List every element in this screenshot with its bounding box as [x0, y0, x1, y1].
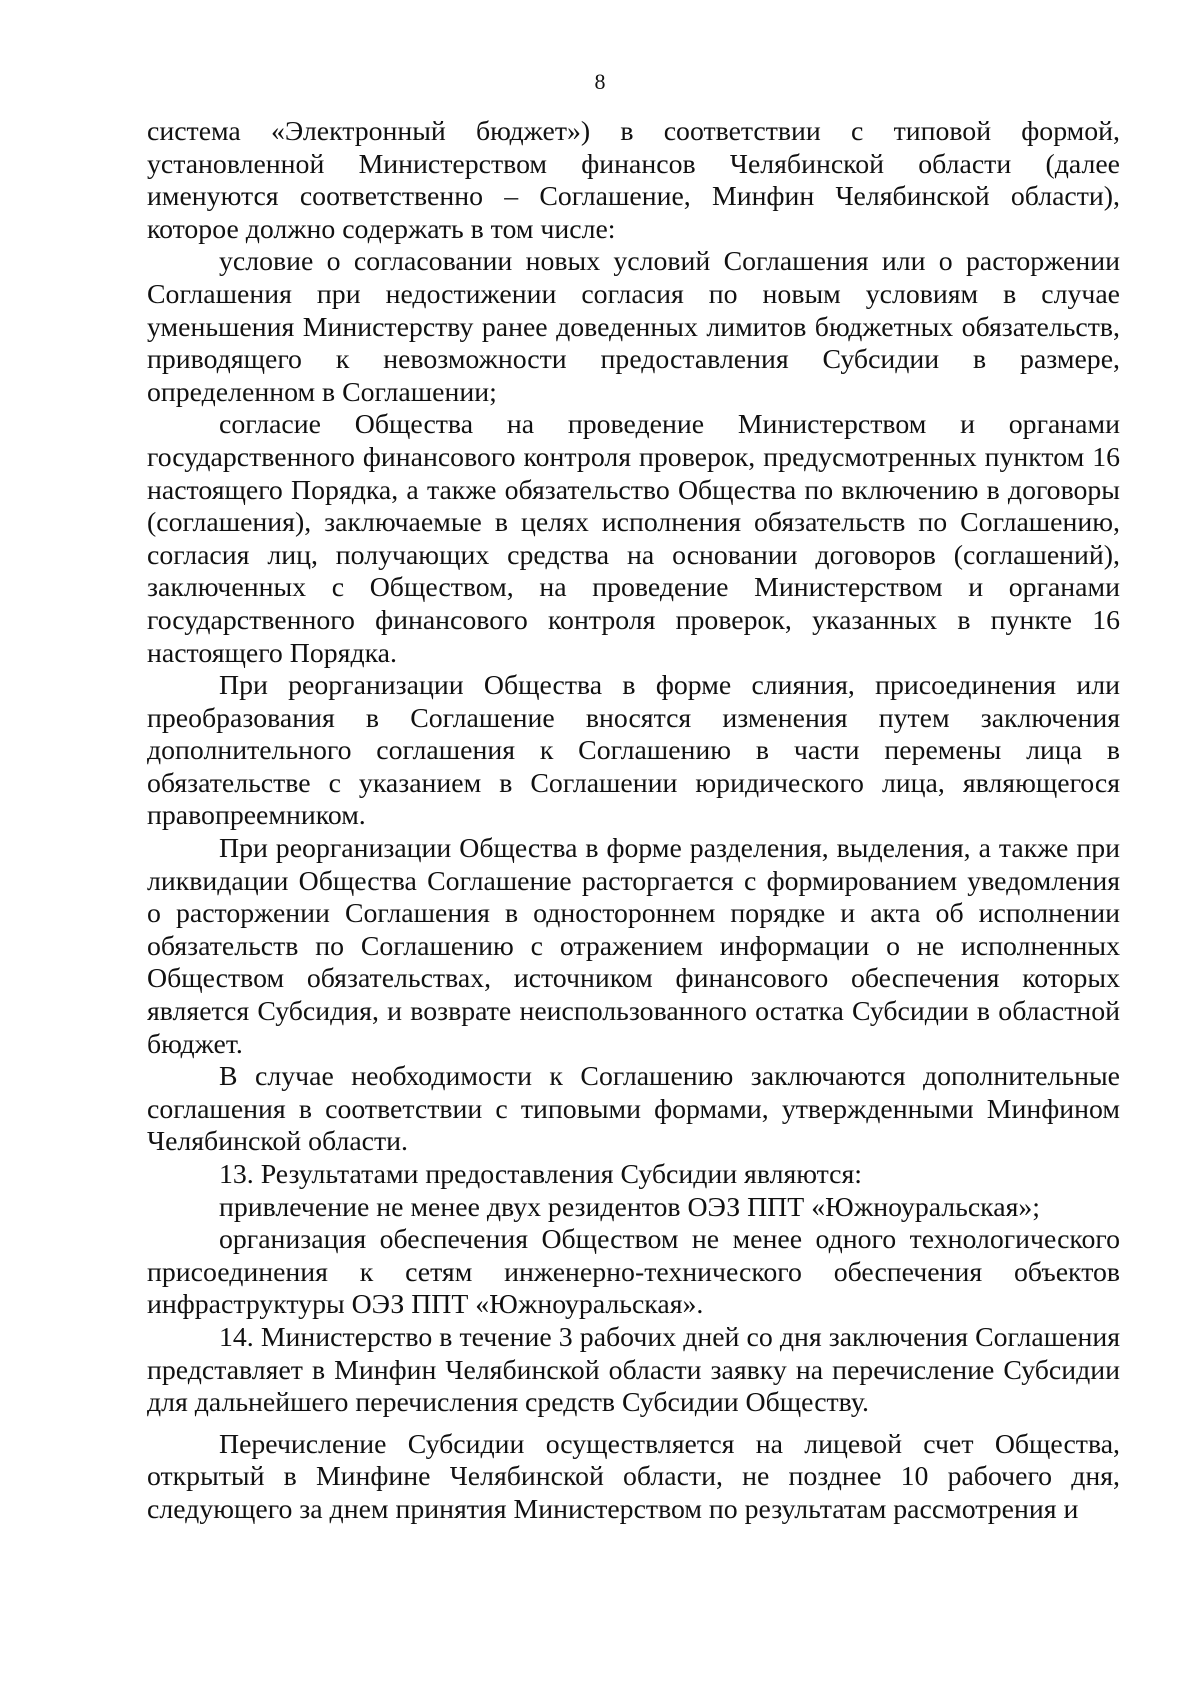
- paragraph-result-connection: организация обеспечения Обществом не менее одного технологического присоединения к сетям инженерно-технического обеспечения объектов инфраструктуры ОЭЗ ППТ «Южноуральская».: [147, 1224, 1120, 1321]
- paragraph-transfer: Перечисление Субсидии осуществляется на лицевой счет Общества, открытый в Минфине Челябинской области, не позднее 10 рабочего дня, следующего за днем принятия Министерством по результатам рассмотрения и: [147, 1428, 1120, 1525]
- document-body: [147, 116, 1120, 1527]
- paragraph-reorganization-merger: При реорганизации Общества в форме слияния, присоединения или преобразования в Соглашение вносятся изменения путем заключения дополнительного соглашения к Соглашению в части перемены лица в обязательстве с указанием в Соглашении юридического лица, являющегося правопреемником.: [147, 670, 1120, 832]
- paragraph-agreement-condition: условие о согласовании новых условий Соглашения или о расторжении Соглашения при недостижении согласия по новым условиям в случае уменьшения Министерству ранее доведенных лимитов бюджетных обязательств, приводящего к невозможности предоставления Субсидии в размере, определенном в Соглашении;: [147, 246, 1120, 408]
- paragraph-company-consent: согласие Общества на проведение Министерством и органами государственного финансового контроля проверок, предусмотренных пунктом 16 настоящего Порядка, а также обязательство Общества по включению в договоры (соглашения), заключаемые в целях исполнения обязательств по Соглашению, согласия лиц, получающих средства на основании договоров (соглашений), заключенных с Обществом, на проведение Министерством и органами государственного финансового контроля проверок, указанных в пункте 16 настоящего Порядка.: [147, 409, 1120, 669]
- paragraph-additional-agreements: В случае необходимости к Соглашению заключаются дополнительные соглашения в соответствии с типовыми формами, утвержденными Минфином Челябинской области.: [147, 1061, 1120, 1158]
- paragraph-result-residents: привлечение не менее двух резидентов ОЭЗ ППТ «Южноуральская»;: [219, 1191, 1041, 1223]
- paragraph-continuation: система «Электронный бюджет») в соответствии с типовой формой, установленной Министерством финансов Челябинской области (далее именуются соответственно – Соглашение, Минфин Челябинской области), которое должно содержать в том числе:: [147, 116, 1120, 245]
- paragraph-reorganization-division: При реорганизации Общества в форме разделения, выделения, а также при ликвидации Общества Соглашение расторгается с формированием уведомления о расторжении Соглашения в одностороннем порядке и акта об исполнении обязательств по Соглашению с отражением информации о не исполненных Обществом обязательствах, источником финансового обеспечения которых является Субсидия, и возврате неиспользованного остатка Субсидии в областной бюджет.: [147, 833, 1120, 1060]
- page-number: 8: [594, 69, 606, 94]
- paragraph-item-13: 13. Результатами предоставления Субсидии являются:: [219, 1159, 862, 1190]
- paragraph-item-14: 14. Министерство в течение 3 рабочих дней со дня заключения Соглашения представляет в Минфин Челябинской области заявку на перечисление Субсидии для дальнейшего перечисления средств Субсидии Обществу.: [147, 1321, 1120, 1419]
